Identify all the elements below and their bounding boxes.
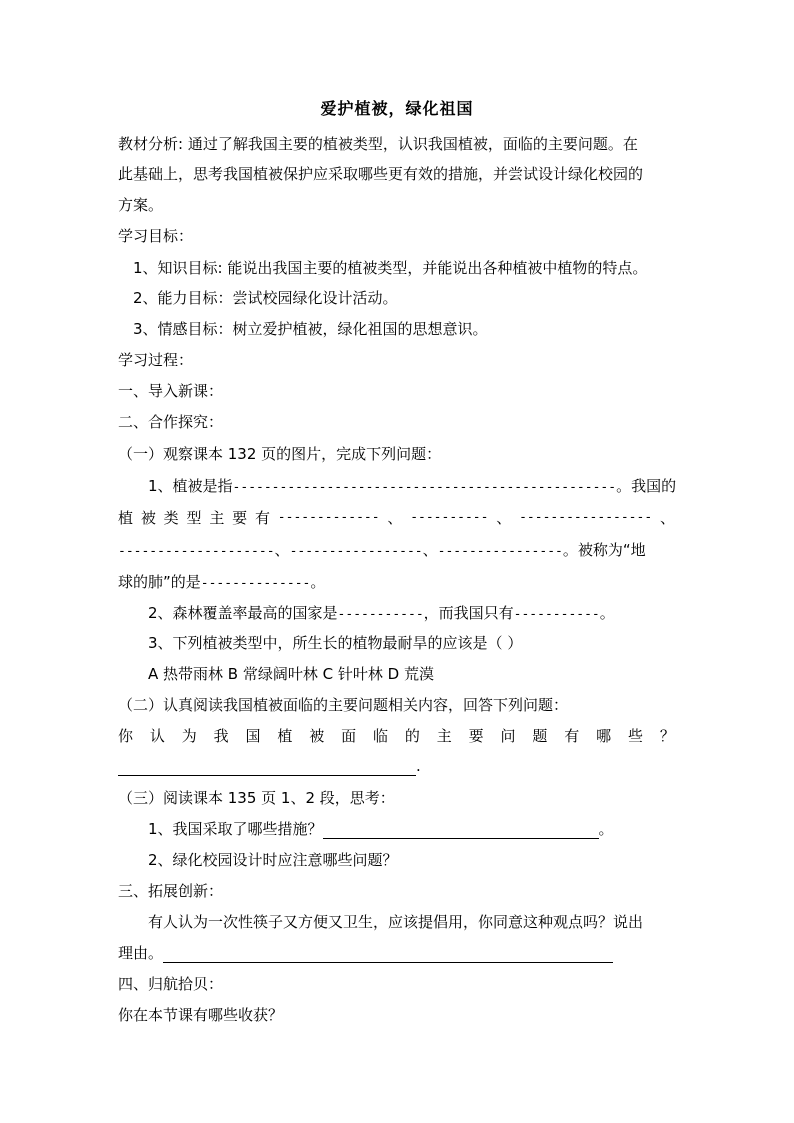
question-1-line-3: [118, 540, 646, 562]
goals-heading: 学习目标：: [118, 227, 194, 245]
answer-underline[interactable]: [118, 760, 416, 776]
answer-underline[interactable]: [323, 823, 599, 839]
separator-comma: 、: [387, 509, 403, 527]
answer-blank[interactable]: -----------------: [519, 510, 653, 525]
question-char: 你: [118, 727, 134, 745]
word-char: 类: [163, 509, 179, 527]
period: 。: [598, 820, 614, 838]
goal-ability: 2、能力目标：尝试校园绿化设计活动。: [133, 289, 398, 307]
question-char: 面: [341, 727, 357, 745]
question-2-mid: ，而我国只有: [423, 604, 514, 622]
question-1-line-1: [148, 476, 676, 498]
question-1-text: 球的肺”的是: [118, 573, 201, 591]
question-1-continuation: 。我国的: [616, 477, 677, 495]
section-2-question: [118, 726, 675, 746]
answer-blank[interactable]: ----------------: [437, 544, 563, 559]
question-1-line-4: [118, 572, 325, 594]
separator-comma: 、: [659, 509, 675, 527]
question-char: 些: [628, 727, 644, 745]
answer-blank[interactable]: --------------: [200, 576, 311, 591]
question-3: 3、下列植被类型中，所生长的植物最耐旱的应该是（ ）: [148, 634, 523, 652]
extend-line-2: [118, 943, 613, 963]
question-char: 为: [181, 727, 197, 745]
question-char: 被: [309, 727, 325, 745]
part-1-heading: 一、导入新课：: [118, 382, 224, 400]
question-char: 临: [373, 727, 389, 745]
section-3-question-2: 2、绿化校园设计时应注意哪些问题？: [148, 851, 398, 869]
word-char: 被: [140, 509, 156, 527]
question-2-text: 2、森林覆盖率最高的国家是: [148, 604, 338, 622]
separator-comma: 、: [496, 509, 512, 527]
analysis-line-2: 此基础上，思考我国植被保护应采取哪些更有效的措施，并尝试设计绿化校园的: [118, 165, 644, 183]
period: 。: [310, 573, 326, 591]
word-char: 主: [209, 509, 225, 527]
question-text: 1、我国采取了哪些措施？: [148, 820, 323, 838]
extend-line-1: 有人认为一次性筷子又方便又卫生，应该提倡用，你同意这种观点吗？说出: [148, 913, 644, 931]
question-char: 的: [404, 727, 420, 745]
part-3-heading: 三、拓展创新：: [118, 882, 224, 900]
question-1-line-2: [118, 508, 675, 528]
section-2-answer-line: [118, 756, 421, 776]
question-char: 哪: [596, 727, 612, 745]
question-char: 主: [436, 727, 452, 745]
question-char: 问: [500, 727, 516, 745]
word-char: 要: [232, 509, 248, 527]
question-char: 我: [213, 727, 229, 745]
analysis-line-1: 教材分析: 通过了解我国主要的植被类型，认识我国植被，面临的主要问题。在: [118, 135, 638, 153]
process-heading: 学习过程：: [118, 351, 194, 369]
question-char: 题: [532, 727, 548, 745]
answer-blank[interactable]: ----------: [410, 510, 489, 525]
goal-emotion: 3、情感目标：树立爱护植被，绿化祖国的思想意识。: [133, 320, 488, 338]
word-char: 植: [118, 509, 134, 527]
question-char: ？: [659, 727, 675, 745]
answer-blank[interactable]: -------------: [277, 510, 380, 525]
answer-blank[interactable]: -----------------: [289, 544, 423, 559]
extend-text: 理由。: [118, 944, 164, 962]
word-char: 型: [186, 509, 202, 527]
page-title: 爱护植被，绿化祖国: [320, 99, 474, 118]
answer-blank[interactable]: --------------------: [118, 544, 275, 559]
question-char: 国: [245, 727, 261, 745]
answer-blank[interactable]: -------------------------------------------------: [232, 480, 617, 495]
section-2-heading: （二）认真阅读我国植被面临的主要问题相关内容，回答下列问题：: [118, 696, 569, 714]
section-3-question-1: [148, 819, 614, 839]
period: .: [416, 757, 421, 775]
question-char: 植: [277, 727, 293, 745]
answer-underline[interactable]: [163, 947, 613, 963]
word-char: 有: [254, 509, 270, 527]
reflection-question: 你在本节课有哪些收获？: [118, 1006, 284, 1024]
period: 。: [599, 604, 615, 622]
answer-blank[interactable]: -----------: [513, 607, 600, 622]
goal-knowledge: 1、知识目标: 能说出我国主要的植被类型，并能说出各种植被中植物的特点。: [133, 259, 648, 277]
question-3-options: A 热带雨林 B 常绿阔叶林 C 针叶林 D 荒漠: [148, 665, 434, 683]
part-4-heading: 四、归航拾贝：: [118, 975, 224, 993]
question-2: [148, 603, 615, 625]
question-1-text: 1、植被是指: [148, 477, 233, 495]
question-char: 有: [564, 727, 580, 745]
separator-comma: 、: [422, 541, 438, 559]
question-char: 认: [149, 727, 165, 745]
section-3-heading: （三）阅读课本 135 页 1、2 段，思考：: [118, 789, 395, 807]
separator-comma: 、: [274, 541, 290, 559]
part-2-heading: 二、合作探究：: [118, 413, 224, 431]
section-1-heading: （一）观察课本 132 页的图片，完成下列问题：: [118, 445, 442, 463]
analysis-line-3: 方案。: [118, 196, 164, 214]
answer-blank[interactable]: -----------: [337, 607, 424, 622]
question-1-continuation: 。被称为“地: [562, 541, 646, 559]
question-char: 要: [468, 727, 484, 745]
